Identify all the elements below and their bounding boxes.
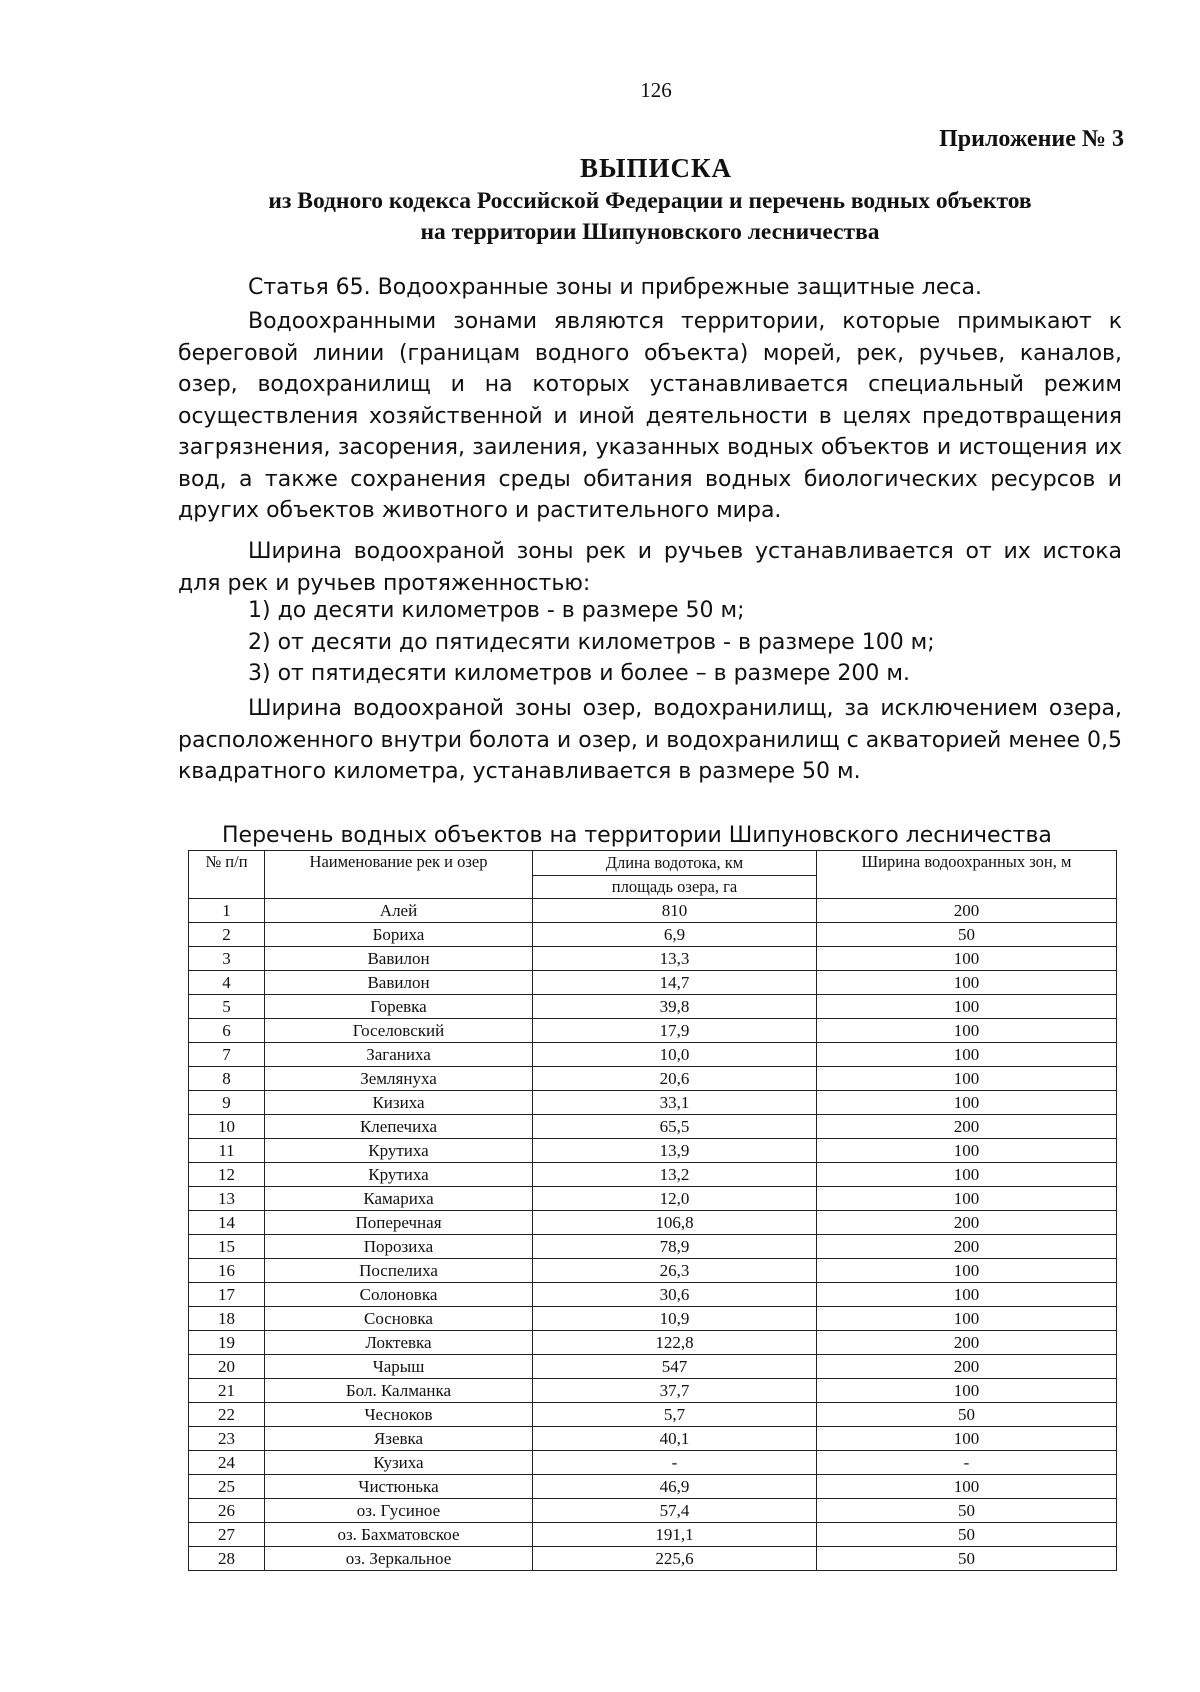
- table-row: [189, 899, 1117, 923]
- table-row: [189, 1475, 1117, 1499]
- zone-width-cell: 50: [817, 1547, 1117, 1571]
- row-number-cell: 8: [189, 1067, 265, 1091]
- page-number: 126: [640, 78, 672, 102]
- length-area-cell: 13,2: [533, 1163, 817, 1187]
- zone-width-cell: 50: [817, 1523, 1117, 1547]
- length-area-cell: 57,4: [533, 1499, 817, 1523]
- row-number-cell: 2: [189, 923, 265, 947]
- object-name-cell: Поперечная: [265, 1211, 533, 1235]
- row-number-cell: 7: [189, 1043, 265, 1067]
- length-area-cell: 33,1: [533, 1091, 817, 1115]
- zone-width-cell: 100: [817, 1283, 1117, 1307]
- list-item: 3) от пятидесяти километров и более – в размере 200 м.: [248, 661, 910, 686]
- length-area-cell: 10,9: [533, 1307, 817, 1331]
- table-row: [189, 1379, 1117, 1403]
- list-item: 2) от десяти до пятидесяти километров - в размере 100 м;: [248, 630, 935, 655]
- zone-width-cell: 100: [817, 1163, 1117, 1187]
- table-row: [189, 1499, 1117, 1523]
- object-name-cell: Сосновка: [265, 1307, 533, 1331]
- length-area-cell: 37,7: [533, 1379, 817, 1403]
- length-area-cell: 26,3: [533, 1259, 817, 1283]
- zone-width-cell: 200: [817, 899, 1117, 923]
- row-number-cell: 25: [189, 1475, 265, 1499]
- row-number-cell: 21: [189, 1379, 265, 1403]
- zone-width-cell: 50: [817, 923, 1117, 947]
- length-area-cell: 6,9: [533, 923, 817, 947]
- table-row: [189, 995, 1117, 1019]
- object-name-cell: Землянуха: [265, 1067, 533, 1091]
- object-name-cell: Горевка: [265, 995, 533, 1019]
- zone-width-cell: 100: [817, 1091, 1117, 1115]
- object-name-cell: Кузиха: [265, 1451, 533, 1475]
- length-area-cell: 10,0: [533, 1043, 817, 1067]
- row-number-cell: 14: [189, 1211, 265, 1235]
- zone-width-cell: 100: [817, 1259, 1117, 1283]
- object-name-cell: оз. Зеркальное: [265, 1547, 533, 1571]
- paragraph-3: [178, 693, 1122, 788]
- row-number-cell: 26: [189, 1499, 265, 1523]
- table-row: [189, 1091, 1117, 1115]
- table-row: [189, 1235, 1117, 1259]
- table-row: [189, 1019, 1117, 1043]
- table-row: [189, 1067, 1117, 1091]
- table-row: [189, 1523, 1117, 1547]
- zone-width-cell: 100: [817, 1475, 1117, 1499]
- object-name-cell: Крутиха: [265, 1139, 533, 1163]
- table-body: [189, 899, 1117, 1571]
- article-heading: Статья 65. Водоохранные зоны и прибрежные защитные леса.: [248, 275, 982, 300]
- table-title: Перечень водных объектов на территории Шипуновского лесничества: [222, 823, 1052, 848]
- zone-width-cell: 100: [817, 995, 1117, 1019]
- table-row: [189, 1547, 1117, 1571]
- row-number-cell: 20: [189, 1355, 265, 1379]
- table-row: [189, 1427, 1117, 1451]
- zone-width-cell: 100: [817, 1019, 1117, 1043]
- length-area-cell: 39,8: [533, 995, 817, 1019]
- object-name-cell: Бориха: [265, 923, 533, 947]
- row-number-cell: 6: [189, 1019, 265, 1043]
- length-area-cell: 40,1: [533, 1427, 817, 1451]
- object-name-cell: Вавилон: [265, 971, 533, 995]
- header-length-line1: Длина водотока, км: [533, 851, 817, 876]
- object-name-cell: Язевка: [265, 1427, 533, 1451]
- object-name-cell: оз. Гусиное: [265, 1499, 533, 1523]
- paragraph-3-text: Ширина водоохраной зоны озер, водохранилищ, за исключением озера, расположенного внутри болота и озер, и водохранилищ с акваторией менее 0,5 квадратного километра, устанавливается в размере 50 м.: [178, 696, 1122, 784]
- length-area-cell: 46,9: [533, 1475, 817, 1499]
- row-number-cell: 16: [189, 1259, 265, 1283]
- row-number-cell: 10: [189, 1115, 265, 1139]
- row-number-cell: 27: [189, 1523, 265, 1547]
- object-name-cell: Чистюнька: [265, 1475, 533, 1499]
- table-row: [189, 1187, 1117, 1211]
- table-row: [189, 1403, 1117, 1427]
- object-name-cell: Алей: [265, 899, 533, 923]
- document-title: ВЫПИСКА: [579, 153, 733, 183]
- length-area-cell: 65,5: [533, 1115, 817, 1139]
- object-name-cell: Чарыш: [265, 1355, 533, 1379]
- zone-width-cell: 200: [817, 1211, 1117, 1235]
- table-row: [189, 1115, 1117, 1139]
- water-objects-table: [188, 850, 1117, 1571]
- zone-width-cell: 100: [817, 1043, 1117, 1067]
- table-row: [189, 1307, 1117, 1331]
- table-row: [189, 971, 1117, 995]
- zone-width-cell: 100: [817, 1307, 1117, 1331]
- zone-width-cell: 100: [817, 971, 1117, 995]
- row-number-cell: 1: [189, 899, 265, 923]
- row-number-cell: 3: [189, 947, 265, 971]
- zone-width-cell: 200: [817, 1115, 1117, 1139]
- object-name-cell: Локтевка: [265, 1331, 533, 1355]
- paragraph-1-text: Водоохранными зонами являются территории, которые примыкают к береговой линии (границам водного объекта) морей, рек, ручьев, каналов, озер, водохранилищ и на которых устанавливается специальный режим осуществления хозяйственной и иной деятельности в целях предотвращения загрязнения, засорения, заиления, указанных водных объектов и истощения их вод, а также сохранения среды обитания водных биологических ресурсов и других объектов животного и растительного мира.: [178, 309, 1122, 523]
- header-length-line2: площадь озера, га: [533, 876, 817, 899]
- zone-width-cell: 100: [817, 947, 1117, 971]
- object-name-cell: Чесноков: [265, 1403, 533, 1427]
- object-name-cell: Клепечиха: [265, 1115, 533, 1139]
- row-number-cell: 24: [189, 1451, 265, 1475]
- row-number-cell: 12: [189, 1163, 265, 1187]
- table-row: [189, 1259, 1117, 1283]
- object-name-cell: Порозиха: [265, 1235, 533, 1259]
- zone-width-cell: 50: [817, 1499, 1117, 1523]
- appendix-label: Приложение № 3: [939, 126, 1124, 152]
- length-area-cell: 122,8: [533, 1331, 817, 1355]
- table-header: [189, 851, 1117, 899]
- length-area-cell: 12,0: [533, 1187, 817, 1211]
- zone-width-cell: 200: [817, 1355, 1117, 1379]
- length-area-cell: 810: [533, 899, 817, 923]
- table-row: [189, 1331, 1117, 1355]
- length-area-cell: 17,9: [533, 1019, 817, 1043]
- length-area-cell: 78,9: [533, 1235, 817, 1259]
- row-number-cell: 18: [189, 1307, 265, 1331]
- zone-width-cell: 100: [817, 1379, 1117, 1403]
- length-area-cell: 30,6: [533, 1283, 817, 1307]
- table-row: [189, 1451, 1117, 1475]
- zone-width-cell: 200: [817, 1235, 1117, 1259]
- header-width: Ширина водоохранных зон, м: [817, 851, 1117, 899]
- zone-width-cell: 200: [817, 1331, 1117, 1355]
- object-name-cell: Кизиха: [265, 1091, 533, 1115]
- length-area-cell: 20,6: [533, 1067, 817, 1091]
- document-subtitle-line2: на территории Шипуновского лесничества: [420, 219, 880, 245]
- length-area-cell: 547: [533, 1355, 817, 1379]
- object-name-cell: Заганиха: [265, 1043, 533, 1067]
- row-number-cell: 5: [189, 995, 265, 1019]
- header-name: Наименование рек и озер: [265, 851, 533, 899]
- row-number-cell: 15: [189, 1235, 265, 1259]
- row-number-cell: 13: [189, 1187, 265, 1211]
- object-name-cell: Крутиха: [265, 1163, 533, 1187]
- length-area-cell: 14,7: [533, 971, 817, 995]
- row-number-cell: 17: [189, 1283, 265, 1307]
- row-number-cell: 9: [189, 1091, 265, 1115]
- table-row: [189, 947, 1117, 971]
- table-row: [189, 1355, 1117, 1379]
- paragraph-1: [178, 306, 1122, 527]
- row-number-cell: 28: [189, 1547, 265, 1571]
- length-area-cell: 106,8: [533, 1211, 817, 1235]
- paragraph-2: [178, 536, 1122, 599]
- table-row: [189, 1283, 1117, 1307]
- length-area-cell: 13,3: [533, 947, 817, 971]
- table-row: [189, 923, 1117, 947]
- paragraph-2-text: Ширина водоохраной зоны рек и ручьев устанавливается от их истока для рек и ручьев протяженностью:: [178, 539, 1122, 596]
- row-number-cell: 4: [189, 971, 265, 995]
- table-row: [189, 1211, 1117, 1235]
- zone-width-cell: -: [817, 1451, 1117, 1475]
- length-area-cell: 13,9: [533, 1139, 817, 1163]
- object-name-cell: Вавилон: [265, 947, 533, 971]
- table-row: [189, 1139, 1117, 1163]
- zone-width-cell: 100: [817, 1067, 1117, 1091]
- object-name-cell: оз. Бахматовское: [265, 1523, 533, 1547]
- row-number-cell: 19: [189, 1331, 265, 1355]
- zone-width-cell: 100: [817, 1187, 1117, 1211]
- zone-width-cell: 50: [817, 1403, 1117, 1427]
- row-number-cell: 11: [189, 1139, 265, 1163]
- length-area-cell: -: [533, 1451, 817, 1475]
- object-name-cell: Солоновка: [265, 1283, 533, 1307]
- document-subtitle-line1: из Водного кодекса Российской Федерации и перечень водных объектов: [268, 188, 1032, 214]
- object-name-cell: Бол. Калманка: [265, 1379, 533, 1403]
- object-name-cell: Госеловский: [265, 1019, 533, 1043]
- length-area-cell: 191,1: [533, 1523, 817, 1547]
- row-number-cell: 23: [189, 1427, 265, 1451]
- zone-width-cell: 100: [817, 1139, 1117, 1163]
- zone-width-cell: 100: [817, 1427, 1117, 1451]
- table-row: [189, 1163, 1117, 1187]
- object-name-cell: Камариха: [265, 1187, 533, 1211]
- object-name-cell: Поспелиха: [265, 1259, 533, 1283]
- header-num: № п/п: [189, 851, 265, 899]
- list-item: 1) до десяти километров - в размере 50 м;: [248, 598, 745, 623]
- length-area-cell: 225,6: [533, 1547, 817, 1571]
- table-row: [189, 1043, 1117, 1067]
- length-area-cell: 5,7: [533, 1403, 817, 1427]
- row-number-cell: 22: [189, 1403, 265, 1427]
